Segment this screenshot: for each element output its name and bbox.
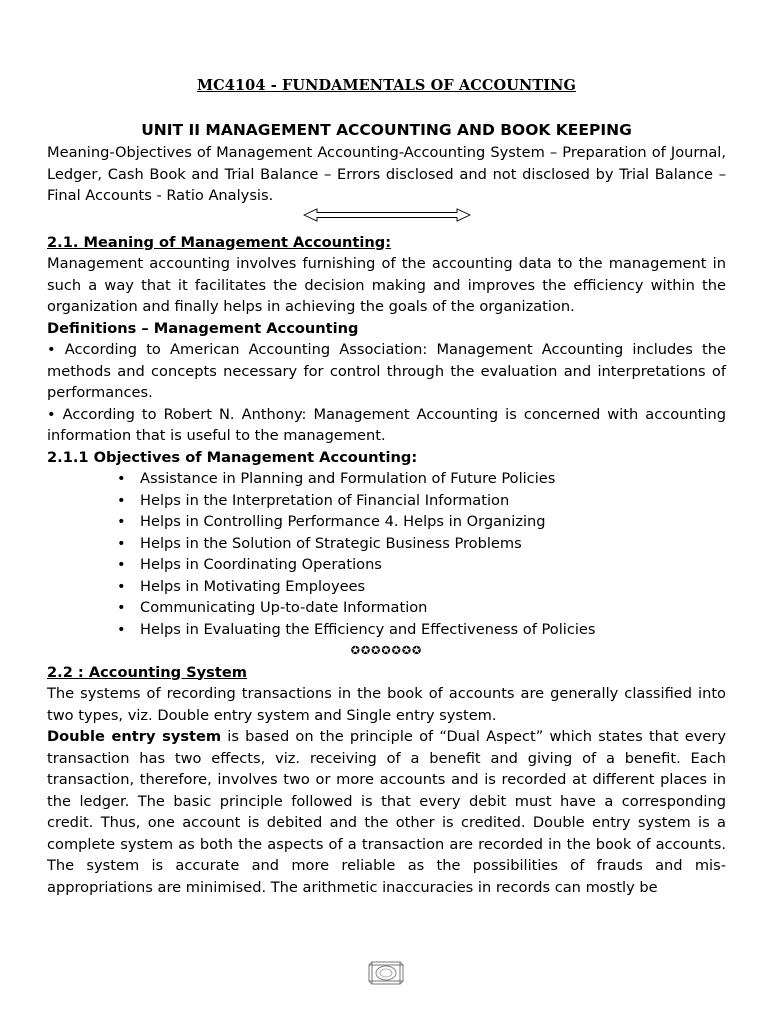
section-2-2-intro: The systems of recording transactions in the book of accounts are generally classified into two types, viz. Double entry system and Single entry system. [47, 685, 726, 724]
course-title: MC4104 - FUNDAMENTALS OF ACCOUNTING [197, 77, 576, 94]
double-entry-term: Double entry system [47, 728, 222, 745]
section-2-1-body: Management accounting involves furnishing of the accounting data to the management in such a way that it facilitates the decision making and improves the efficiency within the organization and finally helps in achieving the goals of the organization. [47, 255, 726, 315]
section-2-1-1-heading: 2.1.1 Objectives of Management Accounting: [47, 448, 418, 466]
unit-title: UNIT II MANAGEMENT ACCOUNTING AND BOOK KEEPING [141, 121, 632, 139]
syllabus-text: Meaning-Objectives of Management Accounting-Accounting System – Preparation of Journal, Ledger, Cash Book and Trial Balance – Errors disclosed and not disclosed by Trial Balance –Final Accounts - Ratio Analysis. [47, 144, 726, 204]
list-item: • Helps in Controlling Performance 4. Helps in Organizing [117, 511, 726, 533]
document-body [47, 142, 726, 898]
definition-anthony: • According to Robert N. Anthony: Management Accounting is concerned with accounting information that is useful to the management. [47, 405, 726, 444]
double-entry-body: is based on the principle of “Dual Aspect” which states that every transaction has two effects, viz. receiving of a benefit and giving of a benefit. Each transaction, therefore, involves two or more accounts and is recorded at different places in the ledger. The basic principle followed is that every debit must have a corresponding credit. Thus, one account is debited and the other is credited. Double entry system is a complete system as both the aspects of a transaction are recorded in the book of accounts. The system is accurate and more reliable as the possibilities of frauds and mis-appropriations are minimised. The arithmetic inaccuracies in records can mostly be [47, 728, 727, 896]
footer-emblem-icon [366, 958, 406, 988]
section-2-2-heading: 2.2 : Accounting System [47, 663, 247, 681]
ornament-divider: ✪✪✪✪✪✪✪ [350, 644, 423, 657]
list-item: • Helps in the Solution of Strategic Business Problems [117, 533, 726, 555]
double-entry-paragraph [47, 726, 726, 898]
section-2-1-heading: 2.1. Meaning of Management Accounting: [47, 233, 392, 251]
list-item: • Communicating Up-to-date Information [117, 597, 726, 619]
list-item: • Helps in the Interpretation of Financial Information [117, 490, 726, 512]
double-arrow-divider-icon [303, 208, 471, 222]
list-item: • Helps in Evaluating the Efficiency and Effectiveness of Policies [117, 619, 726, 641]
list-item: • Assistance in Planning and Formulation of Future Policies [117, 468, 726, 490]
objectives-list [47, 468, 726, 640]
definition-aaa: • According to American Accounting Association: Management Accounting includes the methods and concepts necessary for control through the evaluation and interpretations of performances. [47, 341, 726, 401]
list-item: • Helps in Motivating Employees [117, 576, 726, 598]
definitions-heading: Definitions – Management Accounting [47, 319, 359, 337]
list-item: • Helps in Coordinating Operations [117, 554, 726, 576]
